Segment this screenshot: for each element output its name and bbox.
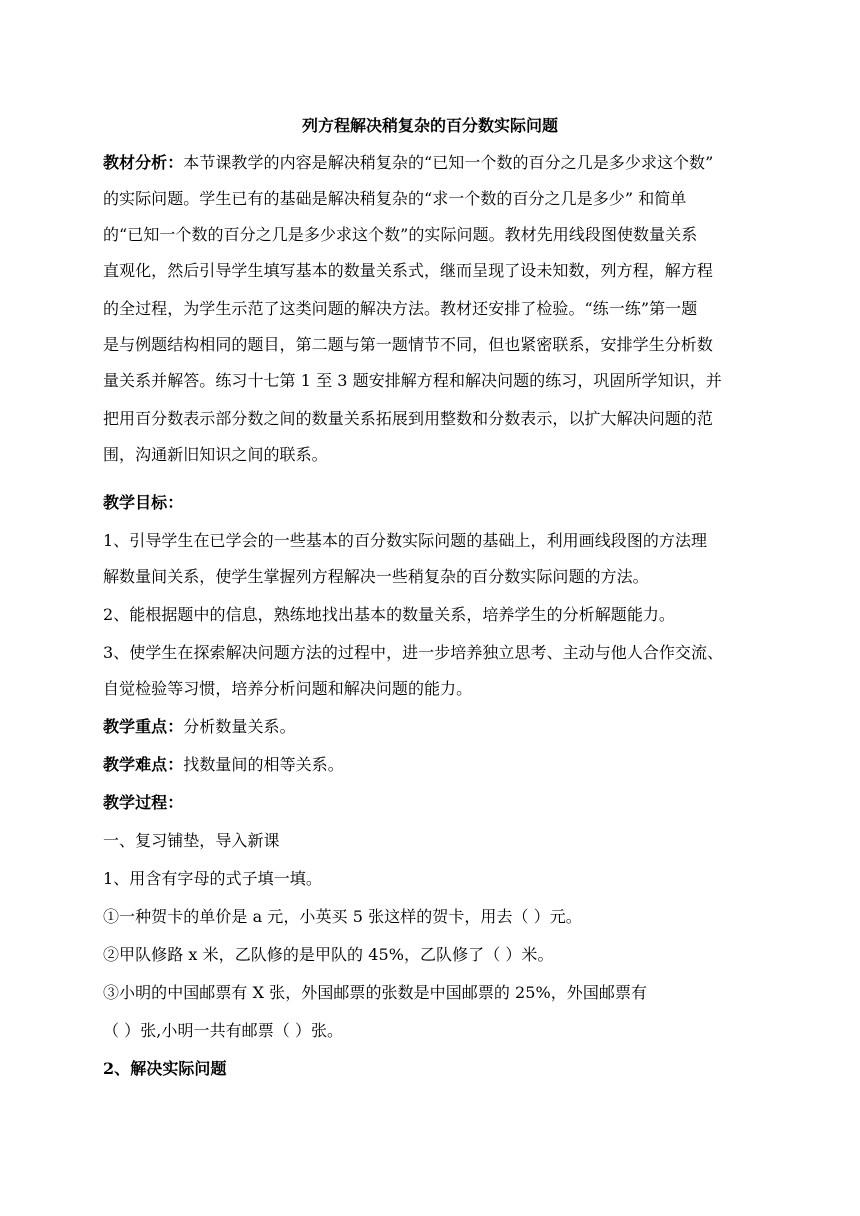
goals-line-3: 2、能根据题中的信息，熟练地找出基本的数量关系，培养学生的分析解题能力。 — [103, 605, 675, 624]
process-question-1: ①一种贺卡的单价是 a 元，小英买 5 张这样的贺卡，用去（ ）元。 — [103, 907, 582, 926]
key-point-text: 分析数量关系。 — [183, 717, 296, 736]
goals-line-4: 3、使学生在探索解决问题方法的过程中，进一步培养独立思考、主动与他人合作交流、 — [103, 643, 724, 662]
document-title: 列方程解决稍复杂的百分数实际问题 — [301, 116, 558, 135]
process-item-2: 2、解决实际问题 — [103, 1059, 227, 1078]
analysis-line-7: 量关系并解答。练习十七第 1 至 3 题安排解方程和解决问题的练习，巩固所学知识，并 — [103, 371, 722, 390]
process-question-3-line-2: （ ）张,小明一共有邮票（ ）张。 — [103, 1021, 344, 1040]
process-question-3-line-1: ③小明的中国邮票有 X 张，外国邮票的张数是中国邮票的 25%，外国邮票有 — [103, 983, 648, 1002]
analysis-label: 教材分析： — [103, 153, 184, 172]
goals-line-2: 解数量间关系，使学生掌握列方程解决一些稍复杂的百分数实际问题的方法。 — [103, 567, 649, 586]
analysis-line-2: 的实际问题。学生已有的基础是解决稍复杂的“求一个数的百分之几是多少” 和简单 — [103, 189, 687, 208]
process-item-1: 1、用含有字母的式子填一填。 — [103, 869, 322, 888]
analysis-line-6: 是与例题结构相同的题目，第二题与第一题情节不同，但也紧密联系，安排学生分析数 — [103, 335, 713, 354]
difficulty-label: 教学难点： — [103, 755, 184, 774]
key-point — [103, 714, 296, 740]
process-label: 教学过程： — [103, 793, 184, 812]
difficulty — [103, 752, 344, 778]
analysis-line-1 — [103, 150, 713, 176]
difficulty-text: 找数量间的相等关系。 — [183, 755, 344, 774]
goals-line-1: 1、引导学生在已学会的一些基本的百分数实际问题的基础上，利用画线段图的方法理 — [103, 531, 708, 550]
analysis-text-1: 本节课教学的内容是解决稍复杂的“已知一个数的百分之几是多少求这个数” — [183, 153, 714, 172]
process-section-1: 一、复习铺垫，导入新课 — [103, 831, 280, 850]
analysis-line-9: 围，沟通新旧知识之间的联系。 — [103, 445, 328, 464]
goals-line-5: 自觉检验等习惯，培养分析问题和解决问题的能力。 — [103, 679, 473, 698]
goals-label: 教学目标： — [103, 493, 184, 512]
key-point-label: 教学重点： — [103, 717, 184, 736]
analysis-line-5: 的全过程，为学生示范了这类问题的解决方法。教材还安排了检验。“练一练”第一题 — [103, 299, 698, 318]
process-question-2: ②甲队修路 x 米，乙队修的是甲队的 45%，乙队修了（ ）米。 — [103, 945, 554, 964]
analysis-line-3: 的“已知一个数的百分之几是多少求这个数”的实际问题。教材先用线段图使数量关系 — [103, 225, 698, 244]
analysis-line-4: 直观化，然后引导学生填写基本的数量关系式，继而呈现了设未知数，列方程，解方程 — [103, 261, 713, 280]
analysis-line-8: 把用百分数表示部分数之间的数量关系拓展到用整数和分数表示，以扩大解决问题的范 — [103, 409, 713, 428]
